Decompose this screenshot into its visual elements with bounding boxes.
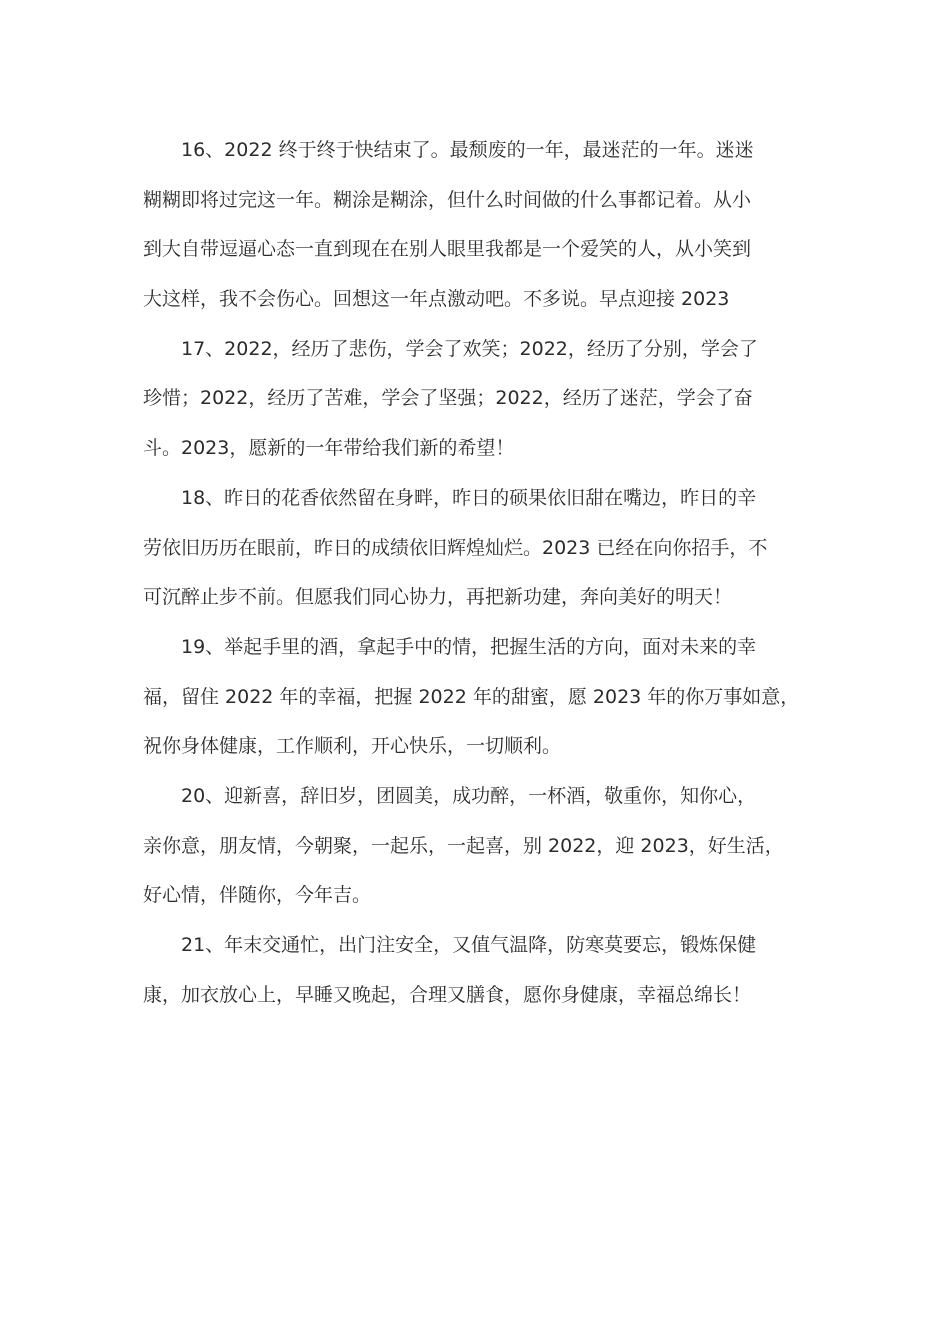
paragraph-line: 16、2022 终于终于快结束了。最颓废的一年，最迷茫的一年。迷迷 xyxy=(181,139,754,161)
document-body xyxy=(143,126,813,1020)
paragraph-line: 17、2022，经历了悲伤，学会了欢笑；2022，经历了分别，学会了 xyxy=(181,337,758,360)
paragraph-21 xyxy=(143,921,813,1020)
paragraph-18 xyxy=(143,474,813,623)
paragraph-line: 福，留住 2022 年的幸福，把握 2022 年的甜蜜，愿 2023 年的你万事如意， xyxy=(143,685,800,708)
paragraph-line: 18、昨日的花香依然留在身畔，昨日的硕果依旧甜在嘴边，昨日的辛 xyxy=(181,486,757,509)
paragraph-line: 劳依旧历历在眼前，昨日的成绩依旧辉煌灿烂。2023 已经在向你招手，不 xyxy=(143,536,768,559)
paragraph-17 xyxy=(143,325,813,474)
paragraph-line: 祝你身体健康，工作顺利，开心快乐，一切顺利。 xyxy=(143,735,562,758)
paragraph-line: 糊糊即将过完这一年。糊涂是糊涂，但什么时间做的什么事都记着。从小 xyxy=(143,188,752,211)
paragraph-19 xyxy=(143,623,813,772)
paragraph-16 xyxy=(143,126,813,325)
paragraph-line: 康，加衣放心上，早睡又晚起，合理又膳食，愿你身健康，幸福总绵长！ xyxy=(143,983,752,1006)
paragraph-line: 可沉醉止步不前。但愿我们同心协力，再把新功建，奔向美好的明天！ xyxy=(143,586,733,609)
paragraph-line: 好心情，伴随你，今年吉。 xyxy=(143,884,372,907)
paragraph-line: 19、举起手里的酒，拿起手中的情，把握生活的方向，面对未来的幸 xyxy=(181,635,757,658)
paragraph-line: 斗。2023，愿新的一年带给我们新的希望！ xyxy=(143,437,515,460)
paragraph-line: 20、迎新喜，辞旧岁，团圆美，成功醉，一杯酒，敬重你，知你心， xyxy=(181,784,757,807)
paragraph-line: 亲你意，朋友情，今朝聚，一起乐，一起喜，别 2022，迎 2023，好生活， xyxy=(143,834,784,857)
paragraph-line: 21、年末交通忙，出门注安全，又值气温降，防寒莫要忘，锻炼保健 xyxy=(181,934,757,956)
paragraph-line: 大这样，我不会伤心。回想这一年点激动吧。不多说。早点迎接 2023 xyxy=(143,288,730,311)
paragraph-line: 珍惜；2022，经历了苦难，学会了坚强；2022，经历了迷茫，学会了奋 xyxy=(143,387,753,410)
paragraph-line: 到大自带逗逼心态一直到现在在别人眼里我都是一个爱笑的人，从小笑到 xyxy=(143,238,752,261)
paragraph-20 xyxy=(143,772,813,921)
